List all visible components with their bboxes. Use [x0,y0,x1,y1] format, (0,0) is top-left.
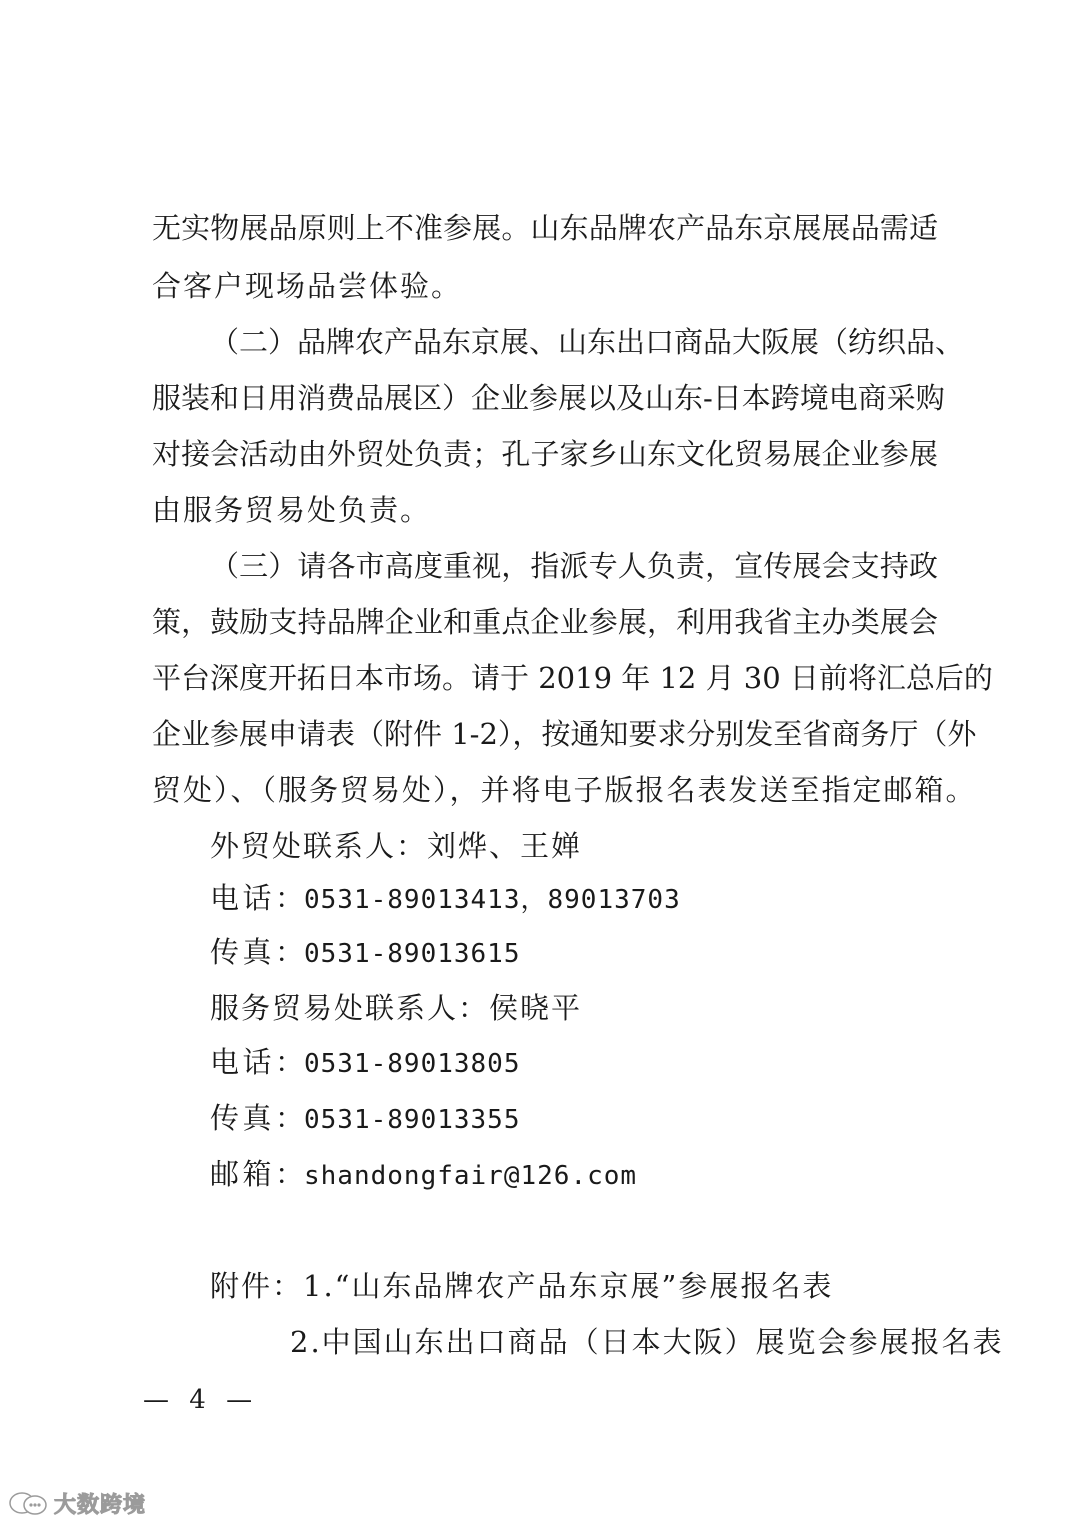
phone-value: 0531-89013805 [304,1049,521,1079]
chat-bubble-logo-icon [8,1490,48,1518]
service-trade-fax [210,1098,521,1140]
service-trade-phone [210,1042,521,1084]
fax-value: 0531-89013355 [304,1105,521,1135]
email-line [210,1154,637,1196]
watermark-text: 大数跨境 [54,1493,147,1518]
foreign-trade-contact: 外贸处联系人：刘烨、王婵 [210,829,583,863]
paragraph-line: 对接会活动由外贸处负责；孔子家乡山东文化贸易展企业参展 [152,437,938,471]
paragraph-line: 无实物展品原则上不准参展。山东品牌农产品东京展展品需适 [152,211,938,245]
paragraph-line: 策，鼓励支持品牌企业和重点企业参展，利用我省主办类展会 [152,605,938,639]
foreign-trade-phone [210,878,681,920]
fax-label: 传真： [210,935,304,969]
phone-label: 电话： [210,881,304,915]
watermark [8,1488,146,1519]
fax-label: 传真： [210,1101,304,1135]
paragraph-line: （三）请各市高度重视，指派专人负责，宣传展会支持政 [210,549,938,583]
paragraph-line: 由服务贸易处负责。 [152,493,432,527]
paragraph-line: 服装和日用消费品展区）企业参展以及山东-日本跨境电商采购 [152,381,945,415]
paragraph-line: 合客户现场品尝体验。 [152,269,463,303]
attachment-item-1: 附件：1.“山东品牌农产品东京展”参展报名表 [210,1269,834,1303]
phone-value: 0531-89013413，89013703 [304,885,681,915]
phone-label: 电话： [210,1045,304,1079]
paragraph-line: 企业参展申请表（附件 1-2），按通知要求分别发至省商务厅（外 [152,717,977,751]
foreign-trade-fax [210,932,521,974]
paragraph-line: （二）品牌农产品东京展、山东出口商品大阪展（纺织品、 [210,325,965,359]
email-value: shandongfair@126.com [304,1161,638,1191]
paragraph-line: 平台深度开拓日本市场。请于 2019 年 12 月 30 日前将汇总后的 [152,661,993,695]
attachment-item-2: 2.中国山东出口商品（日本大阪）展览会参展报名表 [290,1325,1004,1359]
service-trade-contact: 服务贸易处联系人：侯晓平 [210,991,583,1025]
paragraph-line: 贸处）、（服务贸易处），并将电子版报名表发送至指定邮箱。 [152,773,977,807]
fax-value: 0531-89013615 [304,939,521,969]
page-number: — 4 — [143,1385,259,1415]
email-label: 邮箱： [210,1157,304,1191]
